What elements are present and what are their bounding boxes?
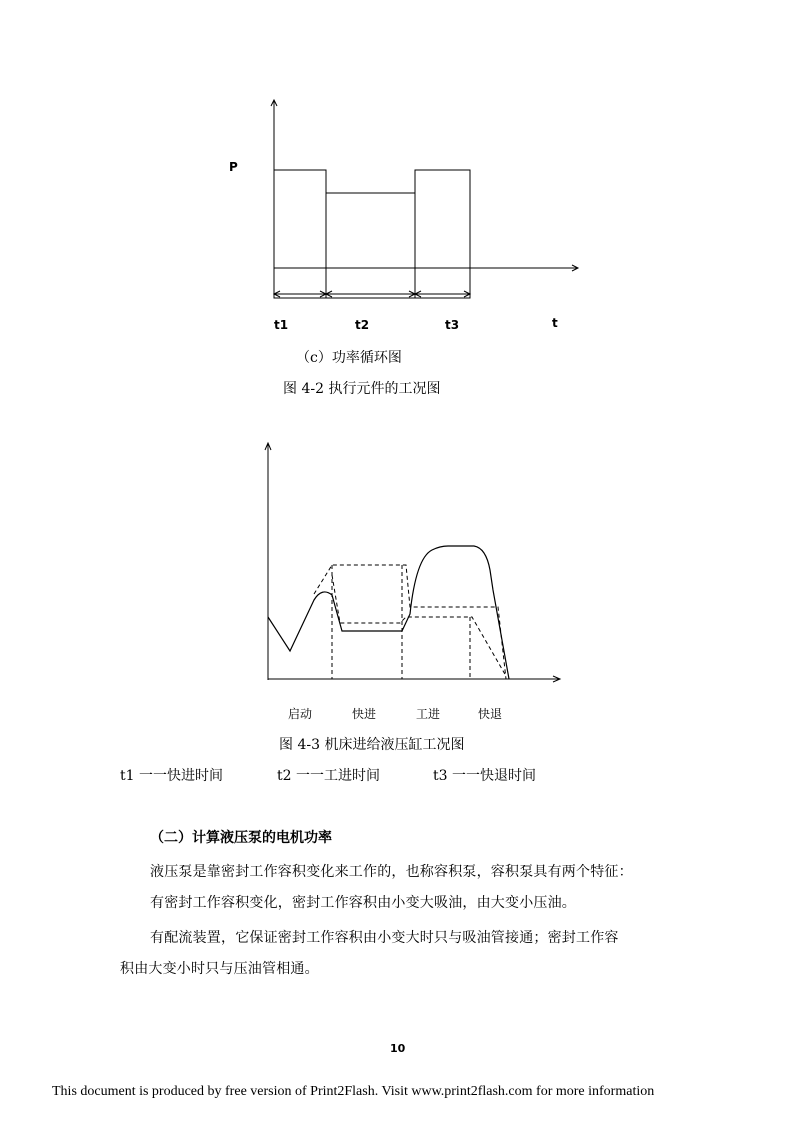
page-number: 10 xyxy=(390,1042,406,1055)
print2flash-footer: This document is produced by free version of Print2Flash. Visit www.print2flash.com for more information xyxy=(52,1084,655,1099)
figure-4-2-caption: 图 4-2 执行元件的工况图 xyxy=(283,381,441,397)
paragraph-1: 液压泵是靠密封工作容积变化来工作的，也称容积泵，容积泵具有两个特征： xyxy=(150,864,633,880)
dashed-curve-lower xyxy=(332,575,506,676)
power-axis-label: P xyxy=(229,160,238,174)
paragraph-3-line-2: 积由大变小时只与压油管相通。 xyxy=(120,961,319,977)
paragraph-2: 有密封工作容积变化，密封工作容积由小变大吸油，由大变小压油。 xyxy=(150,895,576,911)
paragraph-3-line-1: 有配流装置，它保证密封工作容积由小变大时只与吸油管接通；密封工作容 xyxy=(150,930,619,946)
phase-label-work-feed: 工进 xyxy=(416,707,441,721)
figure-4-3-caption: 图 4-3 机床进给液压缸工况图 xyxy=(279,737,465,753)
segment-label-t1: t1 xyxy=(274,318,289,332)
phase-label-fast-return: 快退 xyxy=(478,707,503,721)
figure-c-subcaption: （c）功率循环图 xyxy=(296,350,402,366)
phase-label-fast-forward: 快进 xyxy=(352,707,377,721)
solid-curve xyxy=(268,546,509,679)
segment-label-t2: t2 xyxy=(355,318,370,332)
segment-label-t3: t3 xyxy=(445,318,460,332)
dashed-curve-upper xyxy=(314,565,506,679)
time-axis-label: t xyxy=(552,316,558,330)
legend-t3: t3 一一快退时间 xyxy=(433,768,536,784)
section-heading: （二）计算液压泵的电机功率 xyxy=(150,830,332,846)
legend-t1: t1 一一快进时间 xyxy=(120,768,223,784)
phase-label-start: 启动 xyxy=(288,707,313,721)
legend-t2: t2 一一工进时间 xyxy=(277,768,380,784)
